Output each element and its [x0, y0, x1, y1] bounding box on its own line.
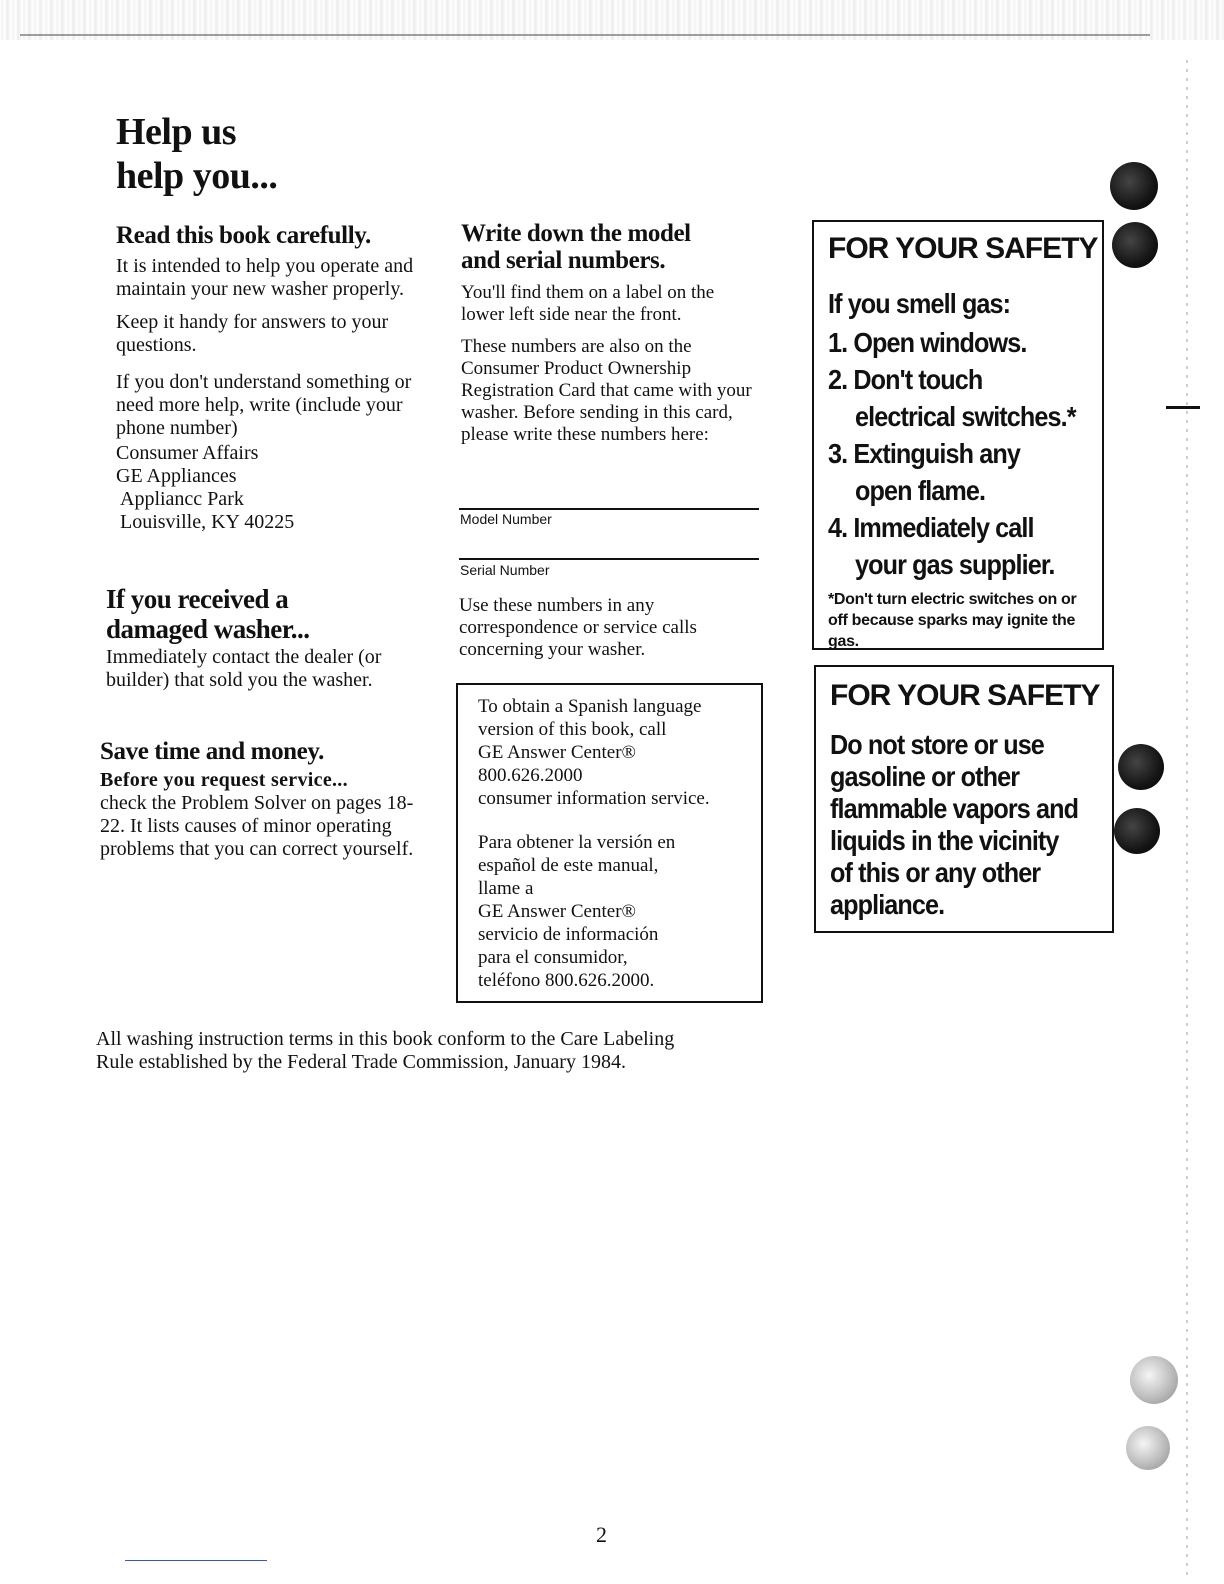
address-line: Consumer Affairs	[116, 442, 259, 464]
safety-gas-box	[812, 220, 1104, 650]
gas-step-2-cont: electrical switches.*	[855, 401, 1076, 432]
gas-step-4: 4. Immediately call	[828, 512, 1034, 543]
spanish-box-line: para el consumidor,	[478, 947, 628, 968]
spanish-box-line: llame a	[478, 878, 534, 899]
page-number: 2	[596, 1522, 607, 1547]
damaged-heading-line-1: If you received a	[106, 584, 289, 614]
read-book-section	[116, 222, 416, 534]
gas-heading: If you smell gas:	[828, 288, 1011, 319]
damaged-heading-line-2: damaged washer...	[106, 614, 310, 644]
save-time-section	[100, 738, 415, 861]
bottom-link-underline	[125, 1560, 267, 1561]
binder-hole-6	[1126, 1426, 1170, 1470]
spanish-box-line: español de este manual,	[478, 855, 659, 876]
gas-footnote: *Don't turn electric switches on or off because sparks may ignite the gas.	[828, 591, 1077, 650]
vapor-warning-line: gasoline or other	[830, 761, 1020, 792]
gas-step-1: 1. Open windows.	[828, 327, 1027, 358]
vapor-warning-line: liquids in the vicinity	[830, 825, 1059, 856]
address-line: Louisville, KY 40225	[120, 511, 295, 533]
page-title-line-2: help you...	[116, 155, 278, 197]
safety-vapors-title: FOR YOUR SAFETY	[830, 679, 1100, 712]
address-line: Appliancc Park	[120, 488, 244, 510]
damaged-text: Immediately contact the dealer (or builder) that sold you the washer.	[106, 646, 382, 691]
model-serial-heading	[461, 220, 761, 274]
spanish-box-line: teléfono 800.626.2000.	[478, 970, 655, 991]
binder-hole-4	[1114, 808, 1160, 854]
model-serial-heading-line-1: Write down the model	[461, 220, 691, 247]
safety-vapors-box	[814, 665, 1114, 933]
margin-dash	[1166, 406, 1200, 409]
model-serial-para-1: You'll find them on a label on the lower left side near the front.	[461, 282, 715, 325]
read-book-heading: Read this book carefully.	[116, 222, 371, 249]
spanish-box-line: consumer information service.	[478, 788, 710, 809]
vapor-warning-line: flammable vapors and	[830, 793, 1079, 824]
spanish-box-line: servicio de información	[478, 924, 659, 945]
save-time-subheading: Before you request service...	[100, 769, 348, 791]
binder-hole-2	[1112, 222, 1158, 268]
model-number-line[interactable]	[459, 508, 759, 510]
model-serial-heading-line-2: and serial numbers.	[461, 247, 666, 274]
safety-gas-title: FOR YOUR SAFETY	[828, 232, 1098, 265]
damaged-heading	[106, 584, 396, 644]
damaged-washer-section	[106, 584, 396, 692]
scan-top-line	[20, 34, 1150, 36]
serial-number-label: Serial Number	[460, 562, 550, 578]
serial-number-line[interactable]	[459, 558, 759, 560]
spanish-box-line: To obtain a Spanish language	[478, 696, 702, 717]
binder-hole-1	[1110, 162, 1158, 210]
page-title-line-1: Help us	[116, 111, 237, 153]
model-serial-para-3: Use these numbers in any correspondence or service calls concerning your washer.	[459, 595, 697, 660]
spanish-box-line: version of this book, call	[478, 719, 667, 740]
vapor-warning-line: appliance.	[830, 889, 945, 920]
save-time-text: check the Problem Solver on pages 18-22. It lists causes of minor operating problems that you can correct yourself.	[100, 792, 414, 860]
binder-hole-5	[1130, 1356, 1178, 1404]
model-number-label: Model Number	[460, 511, 552, 527]
spanish-box-line: 800.626.2000	[478, 765, 583, 786]
spanish-box-line: GE Answer Center®	[478, 901, 636, 922]
vapor-warning-line: Do not store or use	[830, 729, 1044, 760]
care-label-note: All washing instruction terms in this book conform to the Care Labeling Rule established by the Federal Trade Commission, January 1984.	[96, 1028, 675, 1073]
read-book-para-3: If you don't understand something or need more help, write (include your phone number)	[116, 371, 412, 439]
gas-step-3-cont: open flame.	[855, 475, 986, 506]
model-serial-para-2: These numbers are also on the Consumer Product Ownership Registration Card that came with your washer. Before sending in this card, please write these numbers here:	[461, 336, 752, 445]
address-line: GE Appliances	[116, 465, 237, 487]
page-title	[116, 110, 516, 198]
read-book-para-1: It is intended to help you operate and maintain your new washer properly.	[116, 255, 414, 300]
scan-right-edge	[1186, 60, 1188, 1580]
model-serial-section	[461, 220, 761, 456]
spanish-version-box	[456, 683, 763, 1003]
gas-step-3: 3. Extinguish any	[828, 438, 1020, 469]
binder-hole-3	[1118, 744, 1164, 790]
spanish-box-line: GE Answer Center®	[478, 742, 636, 763]
save-time-heading: Save time and money.	[100, 738, 324, 765]
vapor-warning-line: of this or any other	[830, 857, 1041, 888]
gas-step-4-cont: your gas supplier.	[855, 549, 1055, 580]
spanish-box-line: Para obtener la versión en	[478, 832, 676, 853]
gas-step-2: 2. Don't touch	[828, 364, 983, 395]
read-book-para-2: Keep it handy for answers to your questions.	[116, 311, 389, 356]
